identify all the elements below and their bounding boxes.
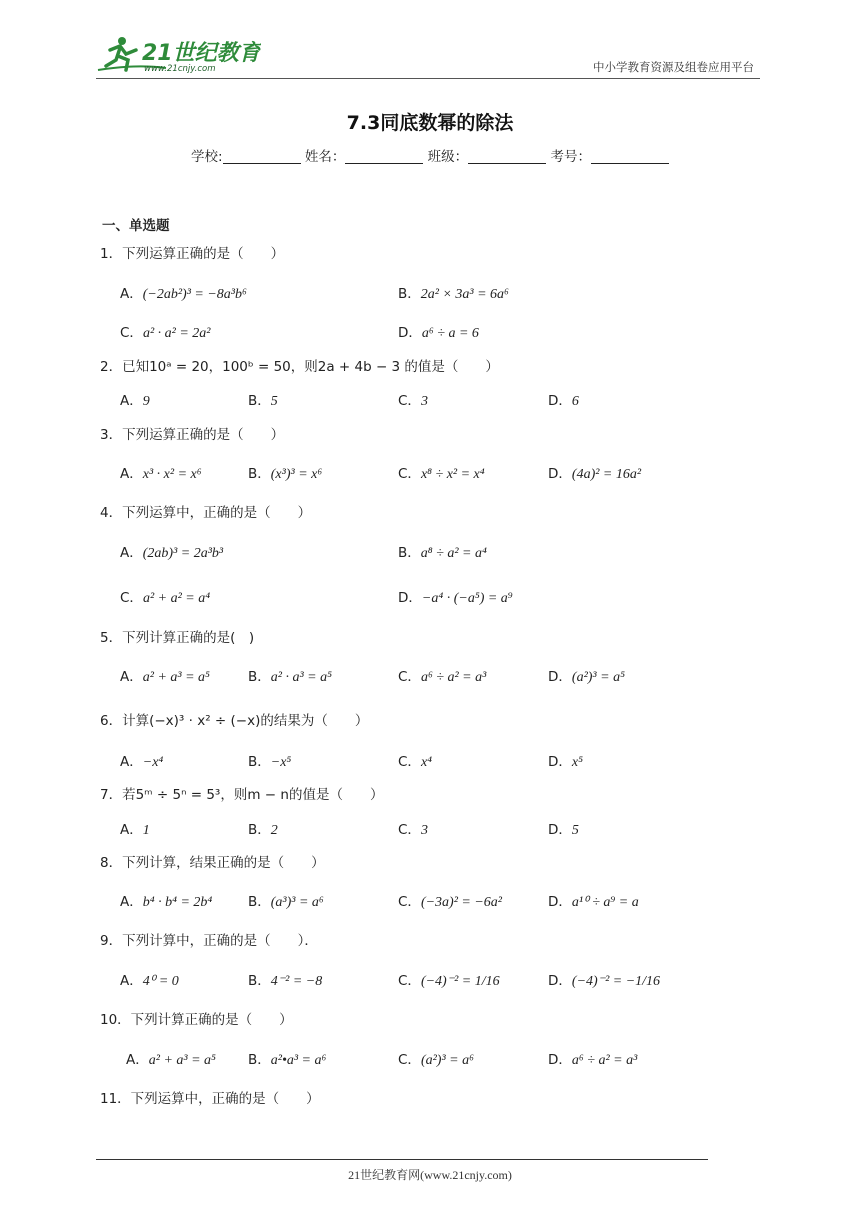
option-label: A． xyxy=(120,393,143,409)
option-label: A． xyxy=(120,973,143,989)
question-3-stem: 3．下列运算正确的是（ ） xyxy=(100,427,285,443)
option-expression: (−2ab²)³ = −8a³b⁶ xyxy=(142,287,247,302)
option-label: D． xyxy=(548,822,572,838)
question-2-option-d[interactable] xyxy=(548,389,579,410)
option-expression: (x³)³ = x⁶ xyxy=(270,467,323,482)
option-expression: x⁸ ÷ x² = x⁴ xyxy=(420,467,485,482)
question-6-option-d[interactable] xyxy=(548,750,583,771)
option-label: C． xyxy=(398,1052,421,1068)
option-label: D． xyxy=(548,466,572,482)
footer-divider xyxy=(96,1159,708,1160)
option-label: C． xyxy=(398,973,421,989)
option-label: B． xyxy=(248,894,271,910)
option-label: C． xyxy=(398,393,421,409)
platform-name: 中小学教育资源及组卷应用平台 xyxy=(593,60,754,74)
school-blank[interactable] xyxy=(223,149,301,164)
question-11-stem: 11．下列运算中，正确的是（ ） xyxy=(100,1091,320,1107)
question-7-option-b[interactable] xyxy=(248,818,278,839)
option-expression: 4⁰ = 0 xyxy=(142,974,179,989)
option-expression: (a²)³ = a⁶ xyxy=(420,1053,474,1068)
question-6-option-b[interactable] xyxy=(248,750,291,771)
exam-number-blank[interactable] xyxy=(591,149,669,164)
option-label: B． xyxy=(398,545,421,561)
option-label: D． xyxy=(548,669,572,685)
option-expression: a² + a³ = a⁵ xyxy=(142,670,210,685)
option-label: B． xyxy=(248,973,271,989)
question-9-stem: 9．下列计算中，正确的是（ ）． xyxy=(100,933,318,949)
option-expression: 4⁻² = −8 xyxy=(270,974,323,989)
question-5-stem: 5．下列计算正确的是( ) xyxy=(100,630,255,646)
option-label: A． xyxy=(120,286,143,302)
question-5-option-a[interactable] xyxy=(120,665,210,686)
question-9-option-a[interactable] xyxy=(120,969,179,990)
option-label: A． xyxy=(120,466,143,482)
option-expression: a² + a³ = a⁵ xyxy=(148,1053,216,1068)
option-label: D． xyxy=(548,894,572,910)
question-8-option-c[interactable] xyxy=(398,890,502,911)
logo-url: www.21cnjy.com xyxy=(144,64,216,74)
option-expression: (4a)² = 16a² xyxy=(571,467,642,482)
question-10-option-b[interactable] xyxy=(248,1048,326,1069)
option-expression: x⁴ xyxy=(420,755,433,770)
option-expression: 6 xyxy=(571,394,579,409)
question-10-stem: 10．下列计算正确的是（ ） xyxy=(100,1012,293,1028)
class-label: 班级： xyxy=(427,149,469,165)
question-8-stem: 8．下列计算，结果正确的是（ ） xyxy=(100,855,325,871)
option-label: B． xyxy=(248,466,271,482)
option-expression: (−4)⁻² = −1/16 xyxy=(571,974,661,989)
option-label: D． xyxy=(548,393,572,409)
question-4-option-c[interactable] xyxy=(120,586,210,607)
option-label: A． xyxy=(120,754,143,770)
option-expression: 1 xyxy=(142,823,150,838)
question-6-stem: 6．计算(−x)³ · x² ÷ (−x)的结果为（ ） xyxy=(100,713,369,729)
option-expression: a² · a² = 2a² xyxy=(142,326,211,341)
question-8-option-b[interactable] xyxy=(248,890,324,911)
question-8-option-d[interactable] xyxy=(548,890,639,911)
question-5-option-c[interactable] xyxy=(398,665,486,686)
question-9-option-c[interactable] xyxy=(398,969,500,990)
option-expression: x⁵ xyxy=(571,755,583,770)
option-expression: −x⁴ xyxy=(142,755,164,770)
option-label: B． xyxy=(248,754,271,770)
question-3-option-a[interactable] xyxy=(120,462,202,483)
name-blank[interactable] xyxy=(345,149,423,164)
question-2-option-a[interactable] xyxy=(120,389,150,410)
footer-text: 21世纪教育网(www.21cnjy.com) xyxy=(348,1168,512,1182)
question-2-option-c[interactable] xyxy=(398,389,428,410)
option-expression: 3 xyxy=(420,394,428,409)
option-label: C． xyxy=(120,325,143,341)
option-expression: a⁶ ÷ a = 6 xyxy=(421,326,479,341)
option-expression: 2a² × 3a³ = 6a⁶ xyxy=(420,287,509,302)
question-2-stem: 2．已知10ᵃ = 20，100ᵇ = 50，则2a + 4b − 3 的值是（ ） xyxy=(100,359,499,375)
option-label: D． xyxy=(548,754,572,770)
question-1-option-a[interactable] xyxy=(120,282,247,303)
question-7-option-c[interactable] xyxy=(398,818,428,839)
question-3-option-b[interactable] xyxy=(248,462,322,483)
option-label: D． xyxy=(548,1052,572,1068)
option-label: A． xyxy=(120,822,143,838)
question-4-option-b[interactable] xyxy=(398,541,487,562)
exam-number-label: 考号： xyxy=(550,149,591,165)
question-4-option-d[interactable] xyxy=(398,586,513,607)
question-4-stem: 4．下列运算中，正确的是（ ） xyxy=(100,505,312,521)
option-label: D． xyxy=(398,325,422,341)
question-8-option-a[interactable] xyxy=(120,890,212,911)
option-expression: 3 xyxy=(420,823,428,838)
page-header xyxy=(96,30,760,79)
option-label: B． xyxy=(248,1052,271,1068)
question-3-option-d[interactable] xyxy=(548,462,641,483)
question-7-option-a[interactable] xyxy=(120,818,150,839)
logo-21cnjy xyxy=(96,34,261,74)
option-label: A． xyxy=(120,545,143,561)
option-expression: (−3a)² = −6a² xyxy=(420,895,502,910)
option-label: B． xyxy=(248,393,271,409)
option-expression: (a³)³ = a⁶ xyxy=(270,895,324,910)
option-expression: −x⁵ xyxy=(270,755,292,770)
option-expression: (2ab)³ = 2a³b³ xyxy=(142,546,224,561)
option-label: C． xyxy=(398,669,421,685)
question-5-option-d[interactable] xyxy=(548,665,625,686)
option-label: C． xyxy=(120,590,143,606)
option-expression: a² + a² = a⁴ xyxy=(142,591,211,606)
question-3-option-c[interactable] xyxy=(398,462,485,483)
page-title: 7.3同底数幂的除法 xyxy=(346,112,514,134)
option-label: A． xyxy=(120,894,143,910)
option-expression: (−4)⁻² = 1/16 xyxy=(420,974,500,989)
name-label: 姓名： xyxy=(304,149,346,165)
question-6-option-c[interactable] xyxy=(398,750,432,771)
question-1-option-b[interactable] xyxy=(398,282,509,303)
school-label: 学校: xyxy=(191,149,223,165)
logo-text: 21世纪教育 xyxy=(142,41,261,66)
option-label: C． xyxy=(398,466,421,482)
question-1-option-c[interactable] xyxy=(120,321,210,342)
option-label: B． xyxy=(248,822,271,838)
option-expression: x³ · x² = x⁶ xyxy=(142,467,202,482)
question-1-option-d[interactable] xyxy=(398,321,479,342)
option-label: C． xyxy=(398,754,421,770)
question-9-option-d[interactable] xyxy=(548,969,660,990)
option-label: B． xyxy=(248,669,271,685)
option-label: A． xyxy=(126,1052,149,1068)
question-10-option-d[interactable] xyxy=(548,1048,637,1069)
student-info-line xyxy=(0,145,860,165)
option-expression: a² · a³ = a⁵ xyxy=(270,670,332,685)
option-expression: 5 xyxy=(270,394,278,409)
option-label: B． xyxy=(398,286,421,302)
question-5-option-b[interactable] xyxy=(248,665,332,686)
option-label: C． xyxy=(398,822,421,838)
option-expression: a⁶ ÷ a² = a³ xyxy=(571,1053,638,1068)
option-expression: −a⁴ · (−a⁵) = a⁹ xyxy=(421,591,513,606)
option-label: C． xyxy=(398,894,421,910)
section-heading: 一、单选题 xyxy=(102,218,170,234)
option-expression: (a²)³ = a⁵ xyxy=(571,670,625,685)
question-2-option-b[interactable] xyxy=(248,389,278,410)
question-7-stem: 7．若5ᵐ ÷ 5ⁿ = 5³，则m − n的值是（ ） xyxy=(100,787,384,803)
option-expression: 5 xyxy=(571,823,579,838)
question-10-option-a[interactable] xyxy=(126,1048,216,1069)
option-label: A． xyxy=(120,669,143,685)
question-10-option-c[interactable] xyxy=(398,1048,474,1069)
option-expression: a²•a³ = a⁶ xyxy=(270,1053,327,1068)
question-6-option-a[interactable] xyxy=(120,750,163,771)
option-expression: a⁸ ÷ a² = a⁴ xyxy=(420,546,487,561)
option-expression: a⁶ ÷ a² = a³ xyxy=(420,670,487,685)
question-7-option-d[interactable] xyxy=(548,818,579,839)
question-9-option-b[interactable] xyxy=(248,969,322,990)
option-expression: 9 xyxy=(142,394,150,409)
question-1-stem: 1．下列运算正确的是（ ） xyxy=(100,246,285,262)
option-label: D． xyxy=(548,973,572,989)
question-4-option-a[interactable] xyxy=(120,541,223,562)
option-label: D． xyxy=(398,590,422,606)
class-blank[interactable] xyxy=(468,149,546,164)
option-expression: a¹⁰ ÷ a⁹ = a xyxy=(571,895,639,910)
option-expression: 2 xyxy=(270,823,278,838)
option-expression: b⁴ · b⁴ = 2b⁴ xyxy=(142,895,213,910)
